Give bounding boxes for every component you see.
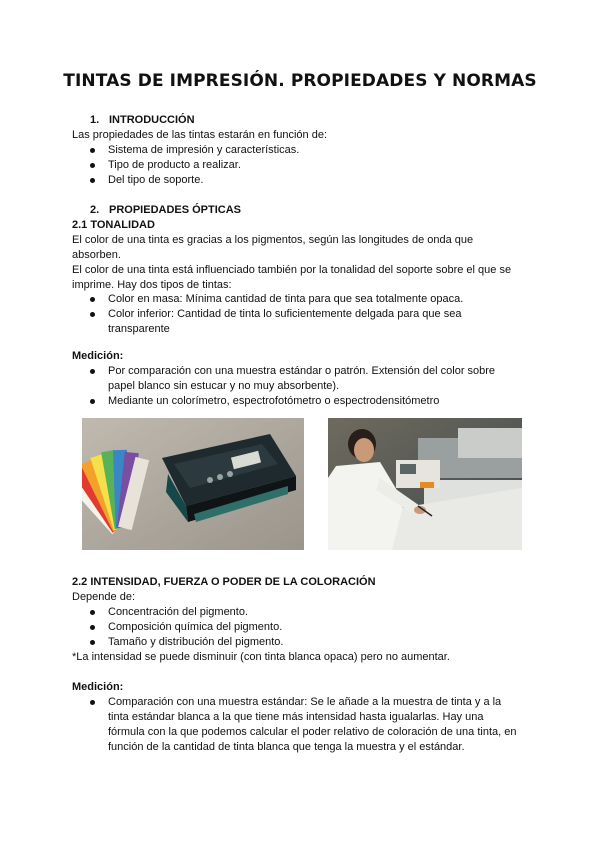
- section-title: INTRODUCCIÓN: [109, 114, 195, 126]
- medicion-list-2: [90, 695, 518, 755]
- tonalidad-paragraph-1: El color de una tinta es gracias a los pigmentos, según las longitudes de onda que absorben.: [72, 234, 474, 261]
- technician-illustration: [328, 418, 522, 550]
- list-item: Tipo de producto a realizar.: [90, 158, 510, 173]
- colorimeter-illustration: [82, 418, 304, 550]
- section-number: 1.: [90, 114, 100, 126]
- list-item: Tamaño y distribución del pigmento.: [90, 635, 510, 650]
- list-item: Color en masa: Mínima cantidad de tinta para que sea totalmente opaca.: [90, 292, 480, 307]
- list-item: Color inferior: Cantidad de tinta lo suficientemente delgada para que sea transparente: [90, 307, 480, 337]
- colorimeter-photo: [82, 418, 304, 550]
- section-title: PROPIEDADES ÓPTICAS: [109, 204, 242, 216]
- list-item: Del tipo de soporte.: [90, 173, 510, 188]
- tonalidad-paragraph-2: El color de una tinta está influenciado también por la tonalidad del soporte sobre el que se imprime. Hay dos tipos de tintas:: [72, 264, 512, 291]
- subsection-heading-tonalidad: 2.1 TONALIDAD: [72, 219, 155, 231]
- list-item: Por comparación con una muestra estándar o patrón. Extensión del color sobre papel blanco sin estucar y no muy absorbente).: [90, 364, 502, 394]
- section-heading-introduccion: [90, 113, 195, 128]
- list-item: Sistema de impresión y características.: [90, 143, 510, 158]
- section-number: 2.: [90, 204, 100, 216]
- list-item: Composición química del pigmento.: [90, 620, 510, 635]
- document-title: TINTAS DE IMPRESIÓN. PROPIEDADES Y NORMAS: [63, 71, 537, 91]
- subsection-heading-intensidad: 2.2 INTENSIDAD, FUERZA O PODER DE LA COLORACIÓN: [72, 576, 376, 588]
- intro-list: [90, 143, 510, 188]
- medicion-label: Medición:: [72, 350, 124, 362]
- list-item: Concentración del pigmento.: [90, 605, 510, 620]
- intro-paragraph: Las propiedades de las tintas estarán en función de:: [72, 129, 328, 141]
- tipos-tintas-list: [90, 292, 480, 337]
- intensidad-note: *La intensidad se puede disminuir (con tinta blanca opaca) pero no aumentar.: [72, 651, 450, 663]
- medicion-list: [90, 364, 502, 409]
- depende-de-label: Depende de:: [72, 591, 135, 603]
- technician-photo: [328, 418, 522, 550]
- section-heading-propiedades-opticas: [90, 203, 241, 218]
- medicion-label-2: Medición:: [72, 681, 124, 693]
- intensidad-factors-list: [90, 605, 510, 650]
- list-item: Comparación con una muestra estándar: Se le añade a la muestra de tinta y a la tinta estándar blanca a la que tiene más intensidad hasta igualarlas. Hay una fórmula con la que podemos calcular el poder relativo de coloración de una tinta, en función de la cantidad de tinta blanca que tenga la muestra y el estándar.: [90, 695, 518, 755]
- list-item: Mediante un colorímetro, espectrofotómetro o espectrodensitómetro: [90, 394, 502, 409]
